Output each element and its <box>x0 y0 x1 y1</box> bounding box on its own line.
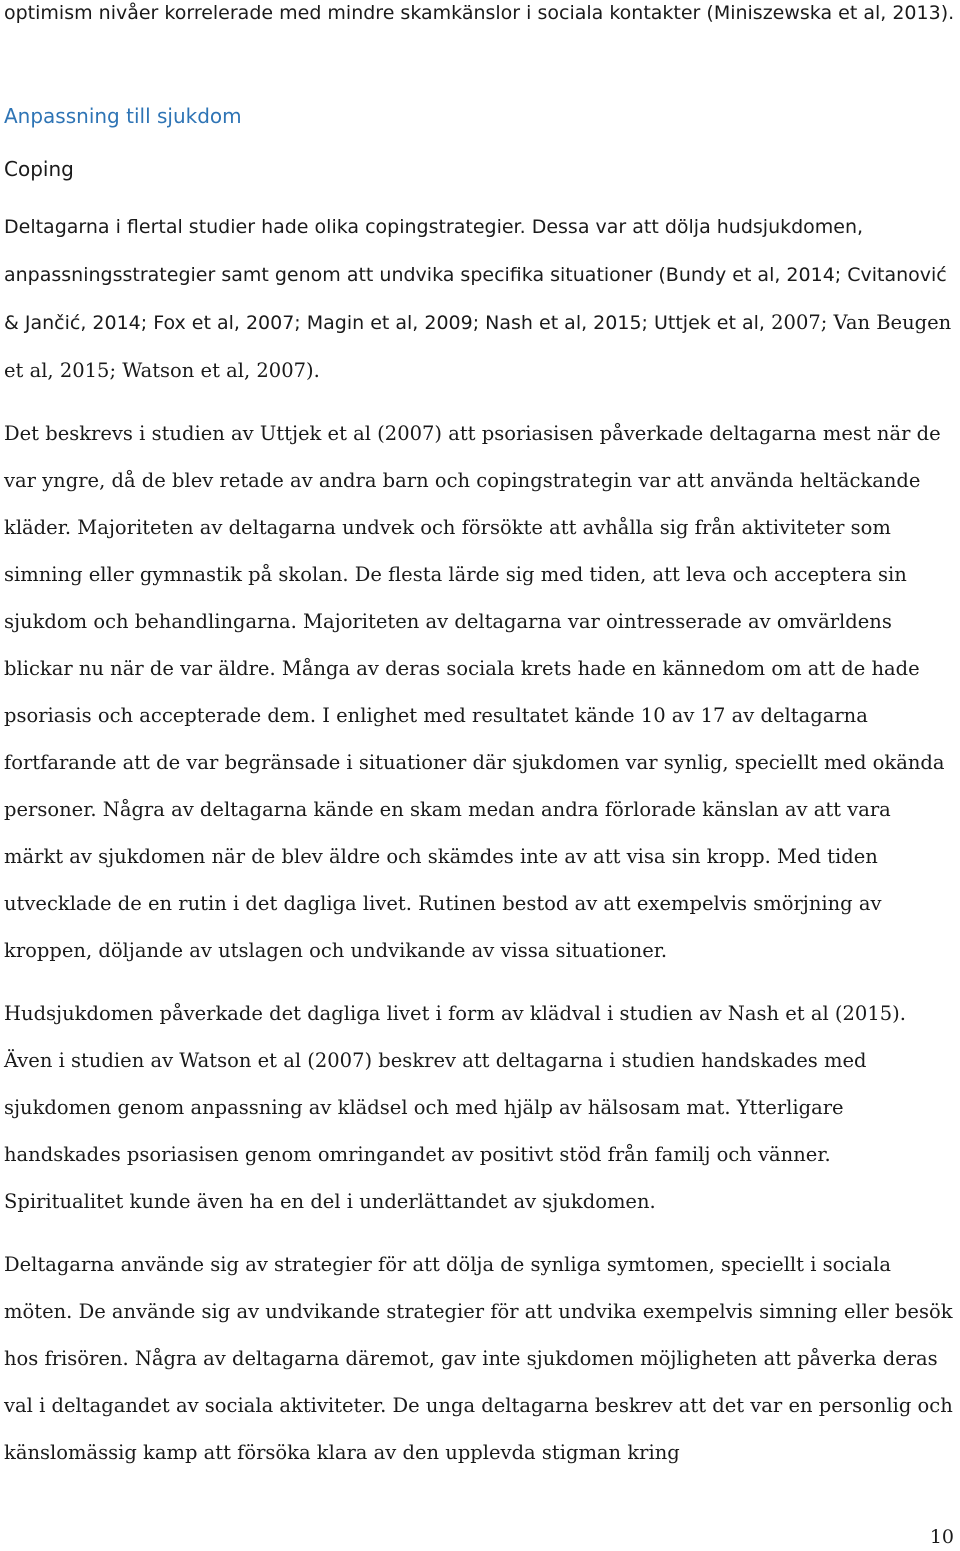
page-number: 10 <box>929 1526 954 1548</box>
paragraph-hiding-strategies <box>4 1241 956 1476</box>
intro-paragraph-tail <box>4 0 956 37</box>
paragraph-serif-text: 2007; Van Beugen et al, 2015; Watson et al, 2007). <box>4 311 952 382</box>
paragraph-text: Hudsjukdomen påverkade det dagliga livet i form av klädval i studien av Nash et al (2015). Även i studien av Watson et al (2007) beskrev att deltagarna i studien handskades med sjukdomen genom anpassning av klädsel och med hjälp av hälsosam mat. Ytterligare handskades psoriasisen genom omringandet av positivt stöd från familj och vänner. Spiritualitet kunde även ha en del i underlättandet av sjukdomen. <box>4 1002 906 1213</box>
paragraph-sans-text: Deltagarna i flertal studier hade olika copingstrategier. Dessa var att dölja hudsjukdomen, anpassningsstrategier samt genom att undvika specifika situationer (Bundy et al, 2014; Cvitanović & Jančić, 2014; Fox et al, 2007; Magin et al, 2009; Nash et al, 2015; Uttjek et al, <box>4 216 947 334</box>
section-heading: Anpassning till sjukdom <box>4 104 242 128</box>
paragraph-coping-strategies <box>4 203 956 394</box>
paragraph-text: Deltagarna använde sig av strategier för att dölja de synliga symtomen, speciellt i sociala möten. De använde sig av undvikande strategier för att undvika exempelvis simning eller besök hos frisören. Några av deltagarna däremot, gav inte sjukdomen möjligheten att påverka deras val i deltagandet av sociala aktiviteter. De unga deltagarna beskrev att det var en personlig och känslomässig kamp att försöka klara av den upplevda stigman kring <box>4 1253 953 1464</box>
subsection-heading: Coping <box>4 157 74 181</box>
intro-text: optimism nivåer korrelerade med mindre skamkänslor i sociala kontakter (Miniszewska et al, 2013). <box>4 2 955 24</box>
paragraph-nash-watson <box>4 990 956 1225</box>
paragraph-text: Det beskrevs i studien av Uttjek et al (2007) att psoriasisen påverkade deltagarna mest när de var yngre, då de blev retade av andra barn och copingstrategin var att använda heltäckande kläder. Majoriteten av deltagarna undvek och försökte att avhålla sig från aktiviteter som simning eller gymnastik på skolan. De flesta lärde sig med tiden, att leva och acceptera sin sjukdom och behandlingarna. Majoriteten av deltagarna var ointresserade av omvärldens blickar nu när de var äldre. Många av deras sociala krets hade en kännedom om att de hade psoriasis och accepterade dem. I enlighet med resultatet kände 10 av 17 av deltagarna fortfarande att de var begränsade i situationer där sjukdomen var synlig, speciellt med okända personer. Några av deltagarna kände en skam medan andra förlorade känslan av att vara märkt av sjukdomen när de blev äldre och skämdes inte av att visa sin kropp. Med tiden utvecklade de en rutin i det dagliga livet. Rutinen bestod av att exempelvis smörjning av kroppen, döljande av utslagen och undvikande av vissa situationer. <box>4 422 945 962</box>
paragraph-text <box>4 203 956 394</box>
paragraph-uttjek-study <box>4 410 956 974</box>
